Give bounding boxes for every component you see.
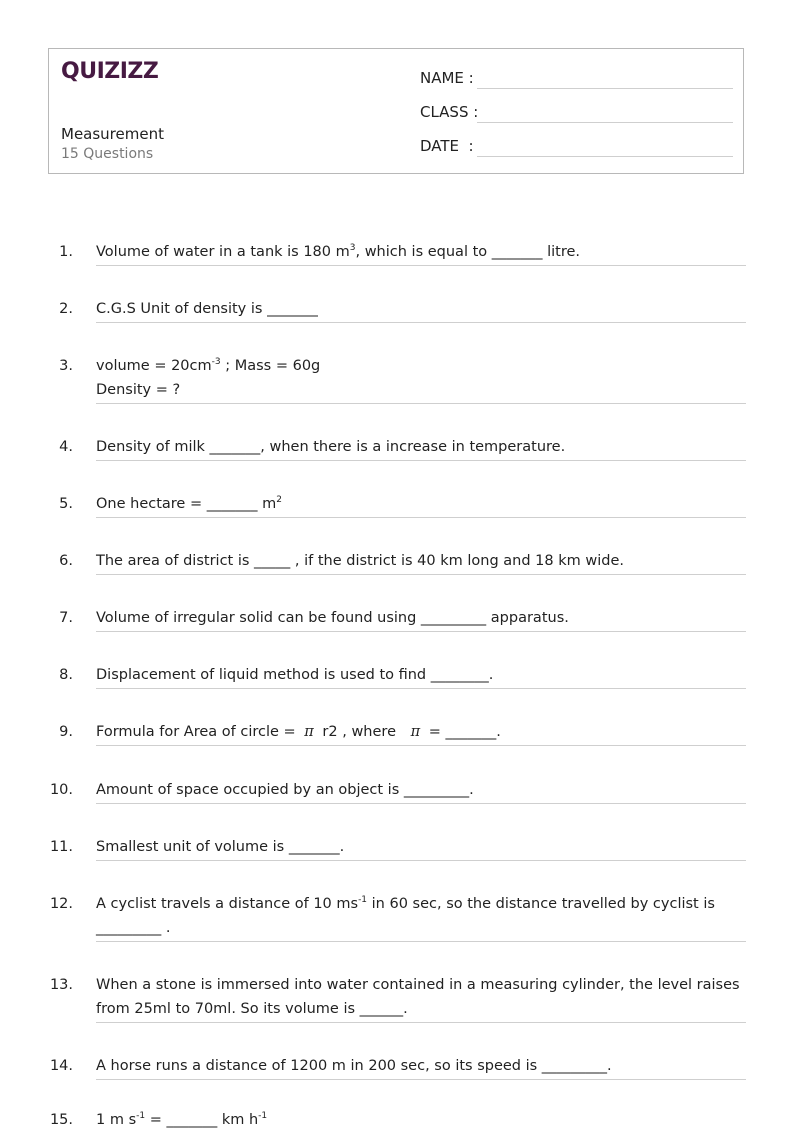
question-text: Volume of water in a tank is 180 $m^3$, which is equal to _______ litre.	[96, 240, 746, 266]
question-number: 12.	[49, 896, 73, 912]
worksheet-title: Measurement	[61, 125, 164, 143]
question-text: When a stone is immersed into water contained in a measuring cylinder, the level raises from 25ml to 70ml. So its volume is ______.	[96, 973, 746, 1023]
name-line[interactable]	[477, 88, 733, 89]
question-text: Smallest unit of volume is _______.	[96, 835, 746, 861]
question-text: One hectare = _______ $m^2$	[96, 492, 746, 518]
quizizz-logo: QUIZIZZ	[61, 59, 159, 84]
question-number: 7.	[59, 610, 73, 626]
date-line[interactable]	[477, 156, 733, 157]
question-number: 14.	[49, 1058, 73, 1074]
class-label: CLASS :	[420, 103, 479, 121]
pi-symbol: π	[410, 724, 421, 740]
question-count: 15 Questions	[61, 146, 154, 162]
question-number: 8.	[59, 667, 73, 683]
question-text: C.G.S Unit of density is _______	[96, 297, 746, 323]
question-number: 6.	[59, 553, 73, 569]
question-text: Displacement of liquid method is used to find ________.	[96, 663, 746, 689]
question-number: 2.	[59, 301, 73, 317]
question-text: 1 m $s^{-1}$ = _______ km $h^{-1}$	[96, 1111, 268, 1128]
pi-symbol: π	[304, 724, 314, 740]
question-text: Formula for Area of circle = π r2 , where π = _______.	[96, 720, 746, 746]
question-text: A cyclist travels a distance of 10 $ms^{-1}$ in 60 sec, so the distance travelled by cyclist is _________ .	[96, 892, 746, 942]
question-text: volume = $20cm^{-3}$ ; Mass = 60g Density = ?	[96, 354, 746, 404]
question-number: 10.	[49, 782, 73, 798]
question-text: Amount of space occupied by an object is _________.	[96, 778, 746, 804]
question-text: Density of milk _______, when there is a increase in temperature.	[96, 435, 746, 461]
question-number: 1.	[59, 244, 73, 260]
question-text: The area of district is _____ , if the district is 40 km long and 18 km wide.	[96, 549, 746, 575]
worksheet-header	[48, 48, 744, 174]
question-number: 11.	[49, 839, 73, 855]
question-number: 4.	[59, 439, 73, 455]
question-number: 5.	[59, 496, 73, 512]
question-text: A horse runs a distance of 1200 m in 200 sec, so its speed is _________.	[96, 1054, 746, 1080]
question-number: 3.	[59, 358, 73, 374]
question-number: 15.	[49, 1112, 73, 1128]
class-line[interactable]	[477, 122, 733, 123]
question-number: 9.	[59, 724, 73, 740]
date-label: DATE :	[420, 137, 474, 155]
question-number: 13.	[49, 977, 73, 993]
name-label: NAME :	[420, 69, 474, 87]
question-text: Volume of irregular solid can be found using _________ apparatus.	[96, 606, 746, 632]
